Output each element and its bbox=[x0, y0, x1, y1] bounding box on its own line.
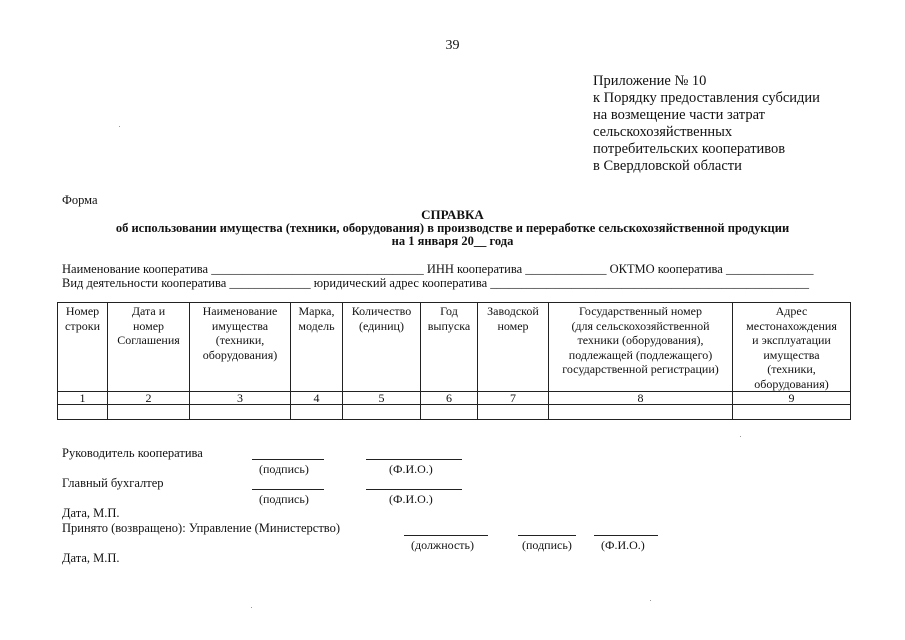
accepted-by-label: Принято (возвращено): Управление (Министерство) bbox=[62, 521, 341, 535]
table-cell bbox=[421, 405, 478, 420]
column-number: 2 bbox=[108, 392, 190, 405]
table-cell bbox=[343, 405, 421, 420]
table-header-row bbox=[58, 303, 851, 392]
table-cell bbox=[108, 405, 190, 420]
chief-accountant-label: Главный бухгалтер bbox=[62, 476, 164, 490]
accepted-name-line bbox=[594, 535, 658, 536]
column-number: 6 bbox=[421, 392, 478, 405]
header-address: Адрес местонахождения и эксплуатации имущества (техники, оборудования) bbox=[733, 303, 851, 392]
table-row bbox=[58, 405, 851, 420]
appendix-line: в Свердловской области bbox=[593, 158, 742, 174]
column-number: 1 bbox=[58, 392, 108, 405]
title-date: на 1 января 20__ года bbox=[391, 234, 514, 248]
accepted-signature-caption: (подпись) bbox=[522, 538, 572, 552]
header-quantity: Количество (единиц) bbox=[343, 303, 421, 392]
head-signature-caption: (подпись) bbox=[259, 462, 309, 476]
cooperative-fields-line: Наименование кооператива __________________________________ ИНН кооператива _____________ ОКТМО кооператива ______________ bbox=[62, 262, 814, 276]
accountant-signature-line bbox=[252, 489, 324, 490]
appendix-line: потребительских кооперативов bbox=[593, 141, 786, 157]
scan-speck bbox=[119, 126, 120, 127]
appendix-heading bbox=[593, 73, 820, 175]
column-number: 8 bbox=[549, 392, 733, 405]
accountant-name-caption: (Ф.И.О.) bbox=[389, 492, 433, 506]
column-number: 4 bbox=[291, 392, 343, 405]
column-number: 5 bbox=[343, 392, 421, 405]
head-of-cooperative-label: Руководитель кооператива bbox=[62, 446, 203, 460]
final-date-stamp-label: Дата, М.П. bbox=[62, 551, 120, 565]
column-number: 3 bbox=[190, 392, 291, 405]
header-serial-number: Заводской номер bbox=[478, 303, 549, 392]
title-subject: об использовании имущества (техники, оборудования) в производстве и переработке сельскохозяйственной продукции bbox=[115, 220, 790, 235]
header-property-name: Наименование имущества (техники, оборудования) bbox=[190, 303, 291, 392]
date-stamp-label: Дата, М.П. bbox=[62, 506, 120, 520]
column-number-row bbox=[58, 392, 851, 405]
head-name-line bbox=[366, 459, 462, 460]
header-brand-model: Марка, модель bbox=[291, 303, 343, 392]
column-number: 9 bbox=[733, 392, 851, 405]
header-agreement: Дата и номер Соглашения bbox=[108, 303, 190, 392]
accepted-name-caption: (Ф.И.О.) bbox=[601, 538, 645, 552]
column-number: 7 bbox=[478, 392, 549, 405]
table-cell bbox=[549, 405, 733, 420]
form-label: Форма bbox=[62, 193, 98, 207]
accountant-signature-caption: (подпись) bbox=[259, 492, 309, 506]
scan-speck bbox=[650, 600, 651, 601]
table-cell bbox=[478, 405, 549, 420]
position-line bbox=[404, 535, 488, 536]
title-main: СПРАВКА bbox=[421, 207, 484, 222]
appendix-line: на возмещение части затрат bbox=[593, 107, 765, 123]
head-name-caption: (Ф.И.О.) bbox=[389, 462, 433, 476]
head-signature-line bbox=[252, 459, 324, 460]
appendix-line: сельскохозяйственных bbox=[593, 124, 733, 140]
document-title bbox=[0, 208, 905, 249]
appendix-line: Приложение № 10 bbox=[593, 73, 707, 89]
page-number: 39 bbox=[445, 38, 460, 53]
header-year: Год выпуска bbox=[421, 303, 478, 392]
header-state-number: Государственный номер (для сельскохозяйственной техники (оборудования), подлежащей (подлежащего) государственной регистрации) bbox=[549, 303, 733, 392]
table-cell bbox=[190, 405, 291, 420]
appendix-line: к Порядку предоставления субсидии bbox=[593, 90, 820, 106]
accepted-signature-line bbox=[518, 535, 576, 536]
table-cell bbox=[58, 405, 108, 420]
header-row-number: Номер строки bbox=[58, 303, 108, 392]
scan-speck bbox=[740, 436, 741, 437]
table-cell bbox=[291, 405, 343, 420]
table-cell bbox=[733, 405, 851, 420]
scan-speck bbox=[251, 607, 252, 608]
property-usage-table bbox=[57, 302, 851, 420]
accountant-name-line bbox=[366, 489, 462, 490]
activity-address-line: Вид деятельности кооператива _____________ юридический адрес кооператива ___________________________________________________ bbox=[62, 276, 810, 290]
position-caption: (должность) bbox=[411, 538, 474, 552]
